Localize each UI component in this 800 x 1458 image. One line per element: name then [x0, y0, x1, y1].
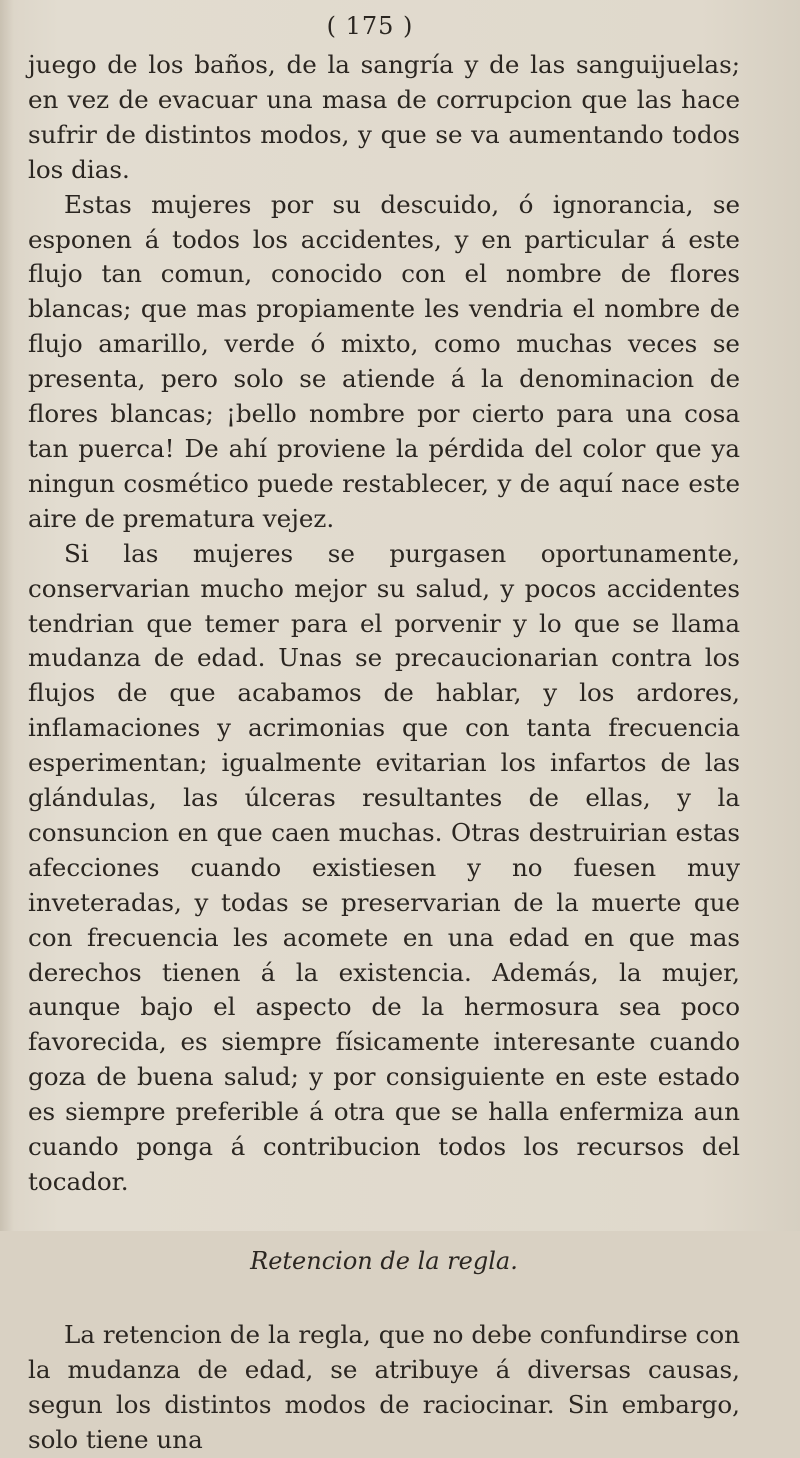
paragraph-2: Estas mujeres por su descuido, ó ignorancia, se esponen á todos los accidentes, y en particular á este flujo tan comun, conocido con el nombre de flores blancas; que mas propiamente les vendria el nombre de flujo amarillo, verde ó mixto, como muchas veces se presenta, pero solo se atiende á la denominacion de flores blancas; ¡bello nombre por cierto para una cosa tan puerca! De ahí proviene la pérdida del color que ya ningun cosmético puede restablecer, y de aquí nace este aire de prematura vejez. [28, 189, 740, 533]
section-heading: Retencion de la regla. [250, 1246, 518, 1275]
paragraph-4: La retencion de la regla, que no debe confundirse con la mudanza de edad, se atribuye á diversas causas, segun los distintos modos de raciocinar. Sin embargo, solo tiene una [28, 1319, 740, 1454]
paragraph-3: Si las mujeres se purgasen oportunamente, conservarian mucho mejor su salud, y pocos accidentes tendrian que temer para el porvenir y lo que se llama mudanza de edad. Unas se precaucionarian contra los flujos de que acabamos de hablar, y los ardores, inflamaciones y acrimonias que con tanta frecuencia esperimentan; igualmente evitarian los infartos de las glándulas, las úlceras resultantes de ellas, y la consuncion en que caen muchas. Otras destruirian estas afecciones cuando existiesen y no fuesen muy inveteradas, y todas se preservarian de la muerte que con frecuencia les acomete en una edad en que mas derechos tienen á la existencia. Además, la mujer, aunque bajo el aspecto de la hermosura sea poco favorecida, es siempre físicamente interesante cuando goza de buena salud; y por consiguiente en este estado es siempre preferible á otra que se halla enfermiza aun cuando ponga á contribucion todos los recursos del tocador. [28, 538, 740, 1196]
body-text [28, 48, 740, 1458]
paragraph-1: juego de los baños, de la sangría y de las sanguijuelas; en vez de evacuar una masa de corrupcion que las hace sufrir de distintos modos, y que se va aumentando todos los dias. [28, 50, 740, 184]
page-number: ( 175 ) [326, 12, 414, 40]
